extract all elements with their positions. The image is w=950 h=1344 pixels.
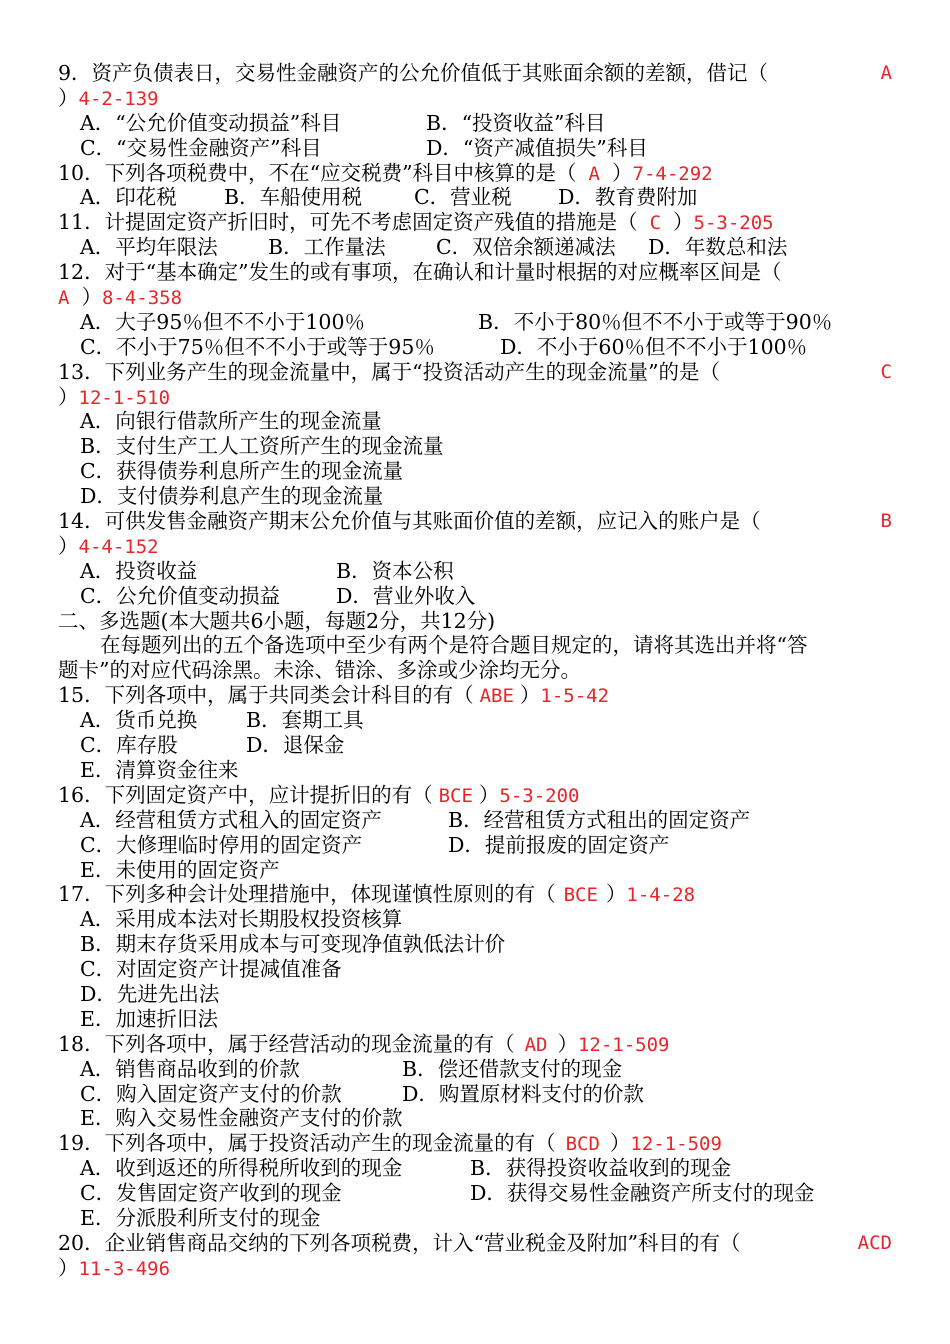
option: A．印花税 [80, 185, 177, 210]
question-15-options-row-2 [58, 733, 898, 758]
question-10-stem: 10．下列各项税费中，不在“应交税费”科目中核算的是（ A ）7-4-292 [58, 160, 713, 185]
question-12-ref: 8-4-358 [101, 287, 183, 310]
question-11-options [58, 235, 898, 260]
question-12-stem-end: A ）8-4-358 [58, 285, 183, 310]
question-12-stem: 12．对于“基本确定”发生的或有事项，在确认和计量时根据的对应概率区间是（ [58, 260, 782, 285]
question-14-stem-end: ）4-4-152 [58, 533, 159, 558]
question-19-options-row-2 [58, 1181, 898, 1206]
option: E．清算资金往来 [80, 757, 239, 782]
option: A．“公允价值变动损益”科目 [80, 110, 342, 135]
option: B．支付生产工人工资所产生的现金流量 [80, 434, 444, 459]
option: C．大修理临时停用的固定资产 [80, 832, 363, 857]
question-14-stem: 14．可供发售金融资产期末公允价值与其账面价值的差额，应记入的账户是（ B [58, 509, 892, 534]
question-10-options [58, 185, 898, 210]
question-18-answer: AD [524, 1033, 548, 1056]
option: A．货币兑换 [80, 708, 198, 733]
question-19-options-row-1 [58, 1156, 898, 1181]
option: B．期末存货采用成本与可变现净值孰低法计价 [80, 932, 506, 957]
option: D．营业外收入 [336, 583, 476, 608]
option: D．获得交易性金融资产所支付的现金 [470, 1181, 815, 1206]
option: B．不小于80％但不不小于或等于90％ [478, 309, 833, 334]
question-17-answer: BCE [563, 884, 598, 907]
option: A．大子95％但不不小于100％ [80, 309, 366, 334]
question-14-ref: 4-4-152 [78, 535, 159, 558]
question-11-ref: 5-3-205 [693, 212, 774, 235]
question-15-ref: 1-5-42 [540, 685, 610, 708]
option: D．退保金 [246, 733, 345, 758]
section-instructions: 在每题列出的五个备选项中至少有两个是符合题目规定的，请将其选出并将“答 [100, 633, 808, 658]
option: B．获得投资收益收到的现金 [470, 1156, 732, 1181]
question-12-options-row-2 [58, 335, 898, 360]
option: A．投资收益 [80, 558, 198, 583]
option: C．发售固定资产收到的现金 [80, 1181, 342, 1206]
question-15-answer: ABE [479, 685, 514, 708]
option: A．经营租赁方式租入的固定资产 [80, 807, 382, 832]
option: B．套期工具 [246, 708, 364, 733]
question-14-options-row-1 [58, 559, 898, 584]
question-11-stem: 11．计提固定资产折旧时，可先不考虑固定资产残值的措施是（ C ）5-3-205 [58, 210, 774, 235]
option: D．教育费附加 [558, 185, 698, 210]
question-14-options-row-2 [58, 584, 898, 609]
option: A．向银行借款所产生的现金流量 [80, 409, 382, 434]
question-9-ref: 4-2-139 [78, 87, 159, 110]
option: B．偿还借款支付的现金 [402, 1056, 623, 1081]
option: A．平均年限法 [80, 235, 218, 260]
question-19-stem: 19．下列各项中，属于投资活动产生的现金流量的有（ BCD ）12-1-509 [58, 1131, 722, 1156]
option: A．收到返还的所得税所收到的现金 [80, 1156, 403, 1181]
option: B．“投资收益”科目 [426, 110, 606, 135]
question-16-answer: BCE [438, 784, 473, 807]
question-9-options-row-1 [58, 111, 898, 136]
question-15-stem: 15．下列各项中，属于共同类会计科目的有（ ABE ）1-5-42 [58, 683, 610, 708]
section-instructions-cont: 题卡”的对应代码涂黑。未涂、错涂、多涂或少涂均无分。 [58, 658, 581, 683]
option: C．库存股 [80, 733, 178, 758]
question-13-stem: 13．下列业务产生的现金流量中，属于“投资活动产生的现金流量”的是（ C [58, 359, 892, 384]
option: D．“资产减值损失”科目 [426, 135, 648, 160]
option: B．资本公积 [336, 558, 454, 583]
question-18-ref: 12-1-509 [577, 1033, 670, 1056]
option: A．销售商品收到的价款 [80, 1056, 300, 1081]
option: C．对固定资产计提减值准备 [80, 957, 342, 982]
question-16-ref: 5-3-200 [499, 784, 580, 807]
question-17-stem: 17．下列多种会计处理措施中，体现谨慎性原则的有（ BCE ）1-4-28 [58, 882, 696, 907]
question-20-answer: ACD [857, 1231, 892, 1254]
option: E．分派股利所支付的现金 [80, 1205, 321, 1230]
question-13-stem-end: ）12-1-510 [58, 384, 171, 409]
question-20-ref: 11-3-496 [78, 1257, 171, 1280]
question-19-ref: 12-1-509 [630, 1133, 722, 1156]
question-12-answer: A [58, 287, 70, 310]
option: E．未使用的固定资产 [80, 857, 280, 882]
option: D．支付债券利息产生的现金流量 [80, 484, 384, 509]
option: A．采用成本法对长期股权投资核算 [80, 907, 403, 932]
option: D．先进先出法 [80, 981, 220, 1006]
option: D．购置原材料支付的价款 [402, 1081, 644, 1106]
question-9-stem-end: ）4-2-139 [58, 85, 159, 110]
option: E．加速折旧法 [80, 1006, 218, 1031]
question-10-answer: A [588, 162, 600, 185]
question-20-stem-end: ）11-3-496 [58, 1255, 171, 1280]
question-16-options-row-2 [58, 833, 898, 858]
question-18-options-row-2 [58, 1082, 898, 1107]
question-17-ref: 1-4-28 [626, 884, 696, 907]
question-10-ref: 7-4-292 [632, 162, 713, 185]
question-13-answer: C [880, 360, 892, 383]
question-13-ref: 12-1-510 [78, 386, 171, 409]
option: B．车船使用税 [224, 185, 363, 210]
option: C．不小于75％但不不小于或等于95％ [80, 334, 435, 359]
question-19-answer: BCD [565, 1133, 600, 1156]
option: C．营业税 [414, 185, 512, 210]
question-9-options-row-2 [58, 136, 898, 161]
question-16-stem: 16．下列固定资产中，应计提折旧的有（ BCE ）5-3-200 [58, 782, 580, 807]
question-12-options-row-1 [58, 310, 898, 335]
question-18-options-row-1 [58, 1057, 898, 1082]
option: C．购入固定资产支付的价款 [80, 1081, 342, 1106]
question-20-stem: 20．企业销售商品交纳的下列各项税费，计入“营业税金及附加”科目的有（ ACD [58, 1230, 892, 1255]
option: B．工作量法 [268, 235, 386, 260]
question-14-answer: B [880, 510, 892, 533]
option: C．获得债券利息所产生的现金流量 [80, 459, 404, 484]
option: C．“交易性金融资产”科目 [80, 135, 322, 160]
exam-content [58, 61, 898, 1281]
option: C．双倍余额递减法 [436, 235, 616, 260]
question-9-answer: A [880, 62, 892, 84]
question-15-options-row-1 [58, 708, 898, 733]
option: E．购入交易性金融资产支付的价款 [80, 1106, 403, 1131]
question-16-options-row-1 [58, 808, 898, 833]
question-9-stem: 9．资产负债表日，交易性金融资产的公允价值低于其账面余额的差额，借记（ A [58, 61, 892, 85]
option: D．不小于60％但不不小于100％ [500, 334, 808, 359]
option: D．年数总和法 [648, 235, 788, 260]
option: C．公允价值变动损益 [80, 583, 281, 608]
question-11-answer: C [649, 212, 662, 235]
question-18-stem: 18．下列各项中，属于经营活动的现金流量的有（ AD ）12-1-509 [58, 1031, 670, 1056]
option: B．经营租赁方式租出的固定资产 [448, 807, 751, 832]
section-title: 二、多选题(本大题共6小题，每题2分，共12分) [58, 608, 496, 633]
option: D．提前报废的固定资产 [448, 832, 670, 857]
